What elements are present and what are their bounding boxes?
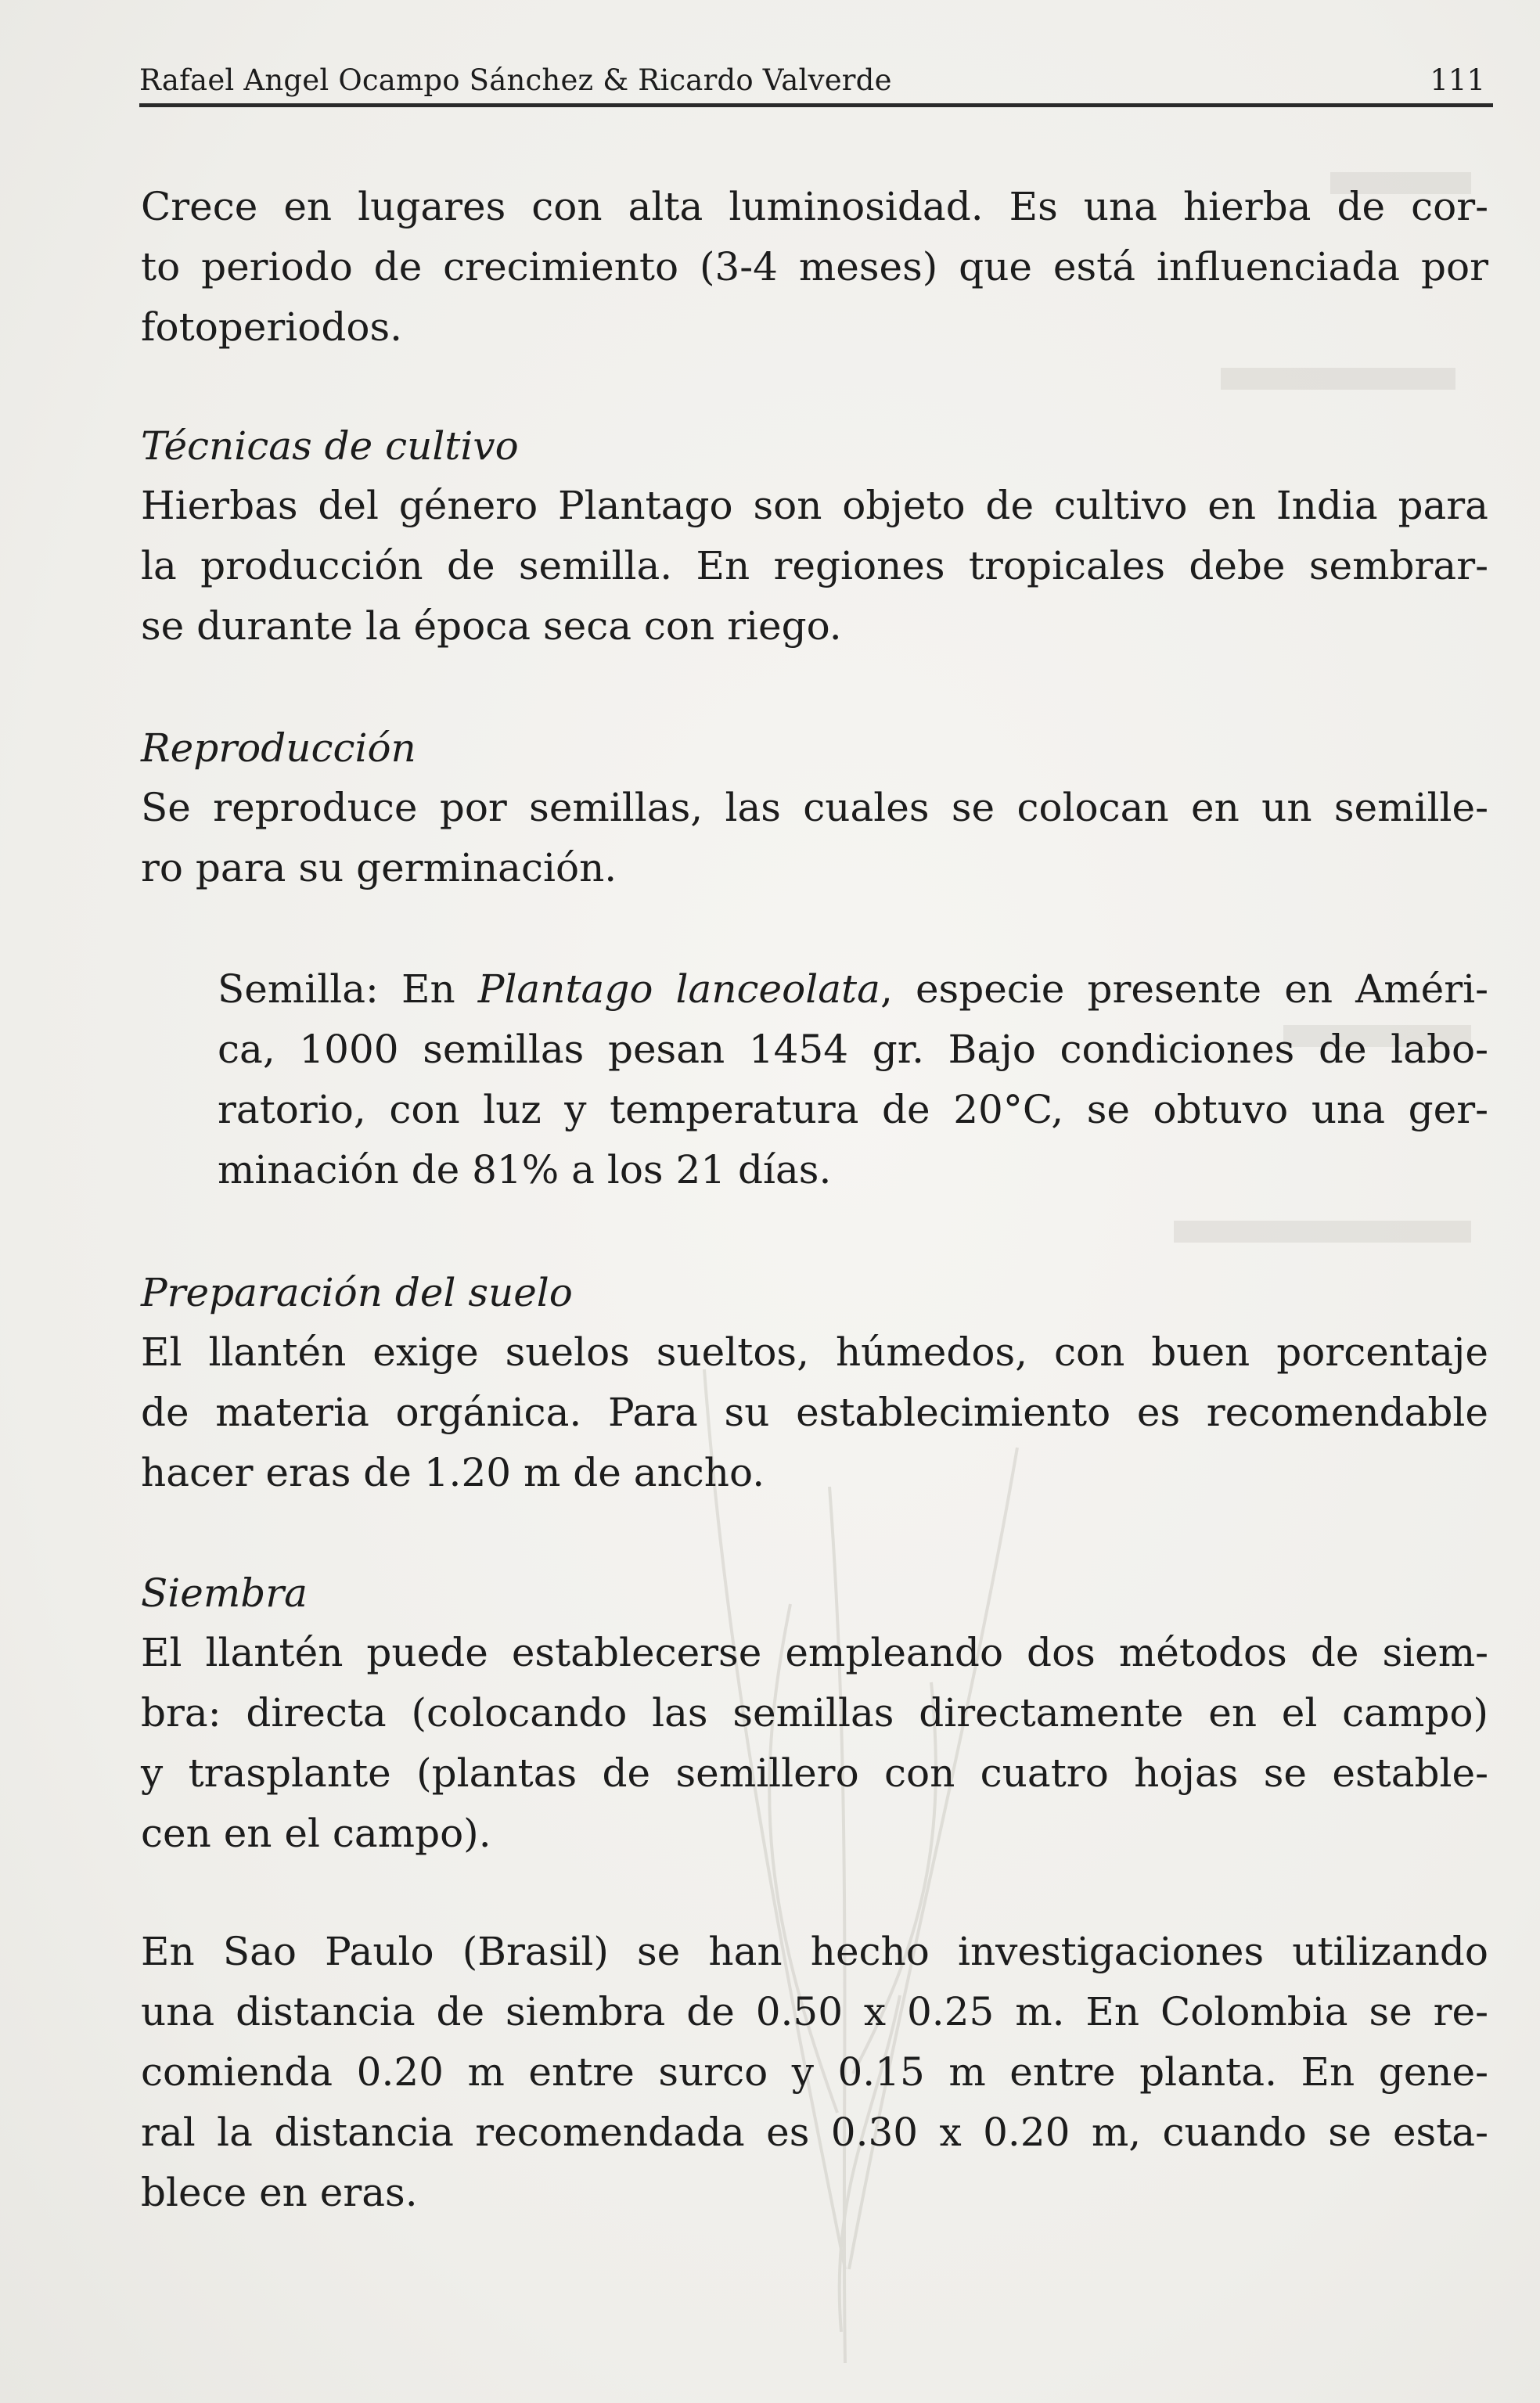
- species-name: Plantago lanceolata: [477, 966, 880, 1012]
- section-heading-siembra: Siembra: [141, 1570, 308, 1616]
- siembra-paragraph: [141, 1623, 1488, 1864]
- text-line: hacer eras de 1.20 m de ancho.: [141, 1450, 765, 1495]
- text-line: cen en el campo).: [141, 1811, 491, 1856]
- text-line: fotoperiodos.: [141, 304, 403, 350]
- text-line: to periodo de crecimiento (3-4 meses) que está influenciada por: [141, 244, 1488, 290]
- text-line: El llantén exige suelos sueltos, húmedos, con buen porcentaje: [141, 1329, 1488, 1375]
- text-line: se durante la época seca con riego.: [141, 603, 842, 649]
- text-line: ro para su germinación.: [141, 845, 617, 890]
- text-line: Crece en lugares con alta luminosidad. Es una hierba de cor-: [141, 184, 1488, 229]
- text-line: comienda 0.20 m entre surco y 0.15 m entre planta. En gene-: [141, 2049, 1488, 2095]
- section-heading-preparacion: Preparación del suelo: [141, 1270, 573, 1315]
- text-line: Se reproduce por semillas, las cuales se colocan en un semille-: [141, 785, 1488, 830]
- semilla-suffix: , especie presente en Améri-: [880, 966, 1489, 1012]
- header-authors: Rafael Angel Ocampo Sánchez & Ricardo Valverde: [139, 63, 892, 97]
- text-line: bra: directa (colocando las semillas directamente en el campo): [141, 1690, 1488, 1736]
- page-number: 111: [1430, 63, 1485, 97]
- distancias-paragraph: [141, 1922, 1488, 2223]
- text-line: En Sao Paulo (Brasil) se han hecho investigaciones utilizando: [141, 1929, 1488, 1974]
- preparacion-paragraph: [141, 1322, 1488, 1503]
- text-line: la producción de semilla. En regiones tropicales debe sembrar-: [141, 543, 1488, 588]
- text-line: El llantén puede establecerse empleando dos métodos de siem-: [141, 1630, 1488, 1675]
- reproduccion-paragraph: [141, 778, 1488, 898]
- text-line: ral la distancia recomendada es 0.30 x 0.20 m, cuando se esta-: [141, 2110, 1488, 2155]
- section-heading-reproduccion: Reproducción: [141, 725, 416, 771]
- text-line: [218, 959, 1488, 1020]
- text-line: blece en eras.: [141, 2170, 418, 2215]
- text-line: Hierbas del género Plantago son objeto de cultivo en India para: [141, 483, 1488, 528]
- section-heading-tecnicas: Técnicas de cultivo: [141, 423, 519, 469]
- tecnicas-paragraph: [141, 476, 1488, 657]
- text-line: ratorio, con luz y temperatura de 20°C, se obtuvo una ger-: [218, 1087, 1488, 1132]
- running-header: [139, 56, 1493, 107]
- text-line: ca, 1000 semillas pesan 1454 gr. Bajo condiciones de labo-: [218, 1027, 1488, 1072]
- text-line: una distancia de siembra de 0.50 x 0.25 m. En Colombia se re-: [141, 1989, 1488, 2034]
- text-line: y trasplante (plantas de semillero con cuatro hojas se estable-: [141, 1750, 1488, 1796]
- semilla-prefix: Semilla: En: [218, 966, 478, 1012]
- text-line: minación de 81% a los 21 días.: [218, 1147, 832, 1193]
- intro-paragraph: [141, 177, 1488, 358]
- semilla-paragraph: [218, 959, 1488, 1200]
- text-line: de materia orgánica. Para su establecimiento es recomendable: [141, 1390, 1488, 1435]
